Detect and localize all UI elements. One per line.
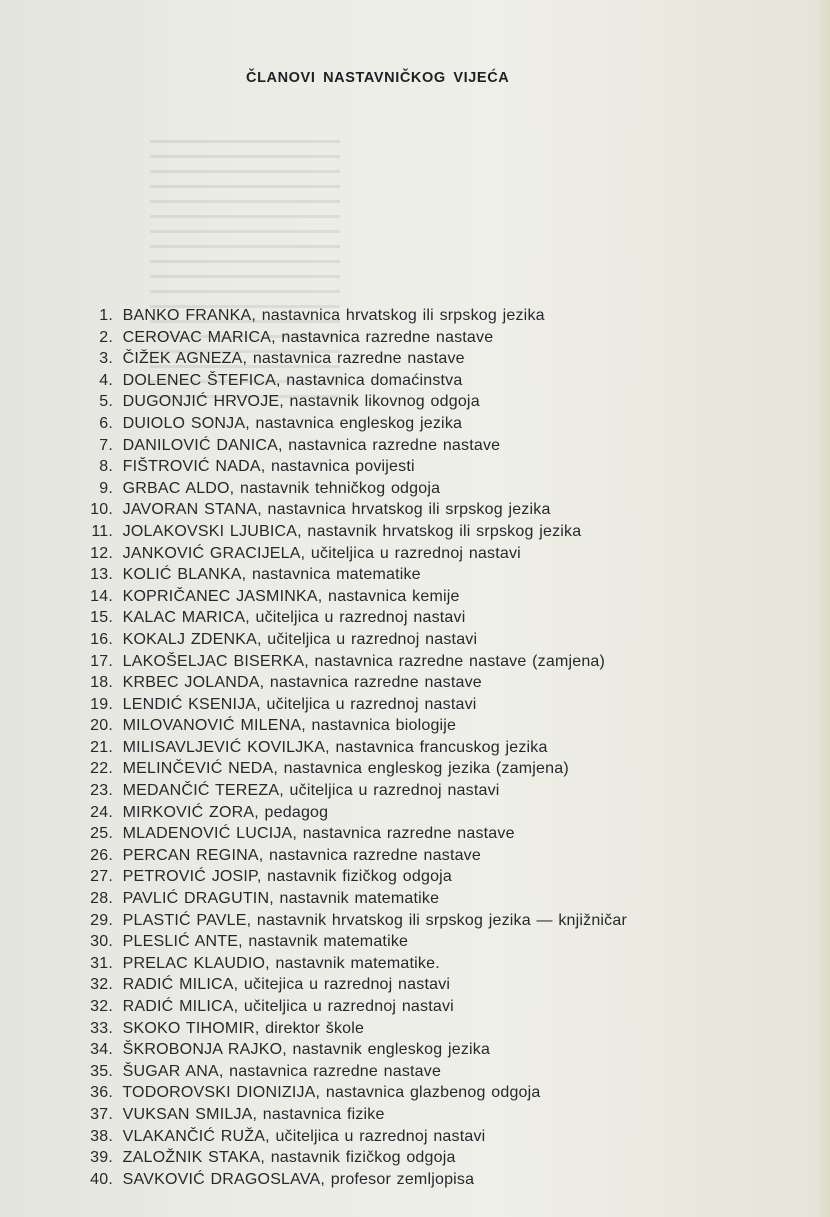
item-number: 2. xyxy=(99,328,113,346)
list-item xyxy=(86,953,627,975)
member-entry: PAVLIĆ DRAGUTIN, nastavnik matematike xyxy=(122,890,440,908)
list-item xyxy=(86,1104,627,1126)
item-number: 27. xyxy=(90,868,113,886)
item-number: 10. xyxy=(90,501,113,519)
list-item xyxy=(86,974,627,996)
list-item xyxy=(86,499,627,521)
list-item xyxy=(86,413,627,435)
item-number: 6. xyxy=(99,414,113,432)
item-number: 33. xyxy=(90,1019,113,1037)
member-entry: PLESLIĆ ANTE, nastavnik matematike xyxy=(122,933,409,951)
member-entry: ŠUGAR ANA, nastavnica razredne nastave xyxy=(122,1062,442,1080)
item-number: 20. xyxy=(90,717,113,735)
item-number: 15. xyxy=(90,609,113,627)
member-entry: JOLAKOVSKI LJUBICA, nastavnik hrvatskog ili srpskog jezika xyxy=(122,522,582,540)
list-item xyxy=(86,737,627,759)
list-item xyxy=(86,348,627,370)
list-item xyxy=(86,327,627,349)
item-number: 11. xyxy=(91,522,113,540)
item-number: 29. xyxy=(90,911,113,929)
item-number: 24. xyxy=(90,803,113,821)
list-item xyxy=(86,1126,627,1148)
member-entry: PRELAC KLAUDIO, nastavnik matematike. xyxy=(122,954,440,972)
item-number: 32. xyxy=(90,998,113,1015)
member-entry: GRBAC ALDO, nastavnik tehničkog odgoja xyxy=(122,479,441,497)
list-item xyxy=(86,651,627,673)
list-item xyxy=(86,607,627,629)
item-number: 35. xyxy=(90,1062,113,1080)
item-number: 4. xyxy=(99,371,113,389)
member-entry: ZALOŽNIK STAKA, nastavnik fizičkog odgoja xyxy=(122,1149,456,1167)
list-item xyxy=(86,370,627,392)
member-entry: DANILOVIĆ DANICA, nastavnica razredne nastave xyxy=(122,436,501,454)
member-entry: MIRKOVIĆ ZORA, pedagog xyxy=(122,803,329,821)
member-entry: PERCAN REGINA, nastavnica razredne nastave xyxy=(122,846,481,864)
list-item xyxy=(86,1147,627,1169)
list-item xyxy=(86,996,627,1018)
member-entry: MELINČEVIĆ NEDA, nastavnica engleskog jezika (zamjena) xyxy=(122,760,569,778)
item-number: 26. xyxy=(90,846,113,864)
item-number: 1. xyxy=(99,307,113,324)
member-entry: CEROVAC MARICA, nastavnica razredne nastave xyxy=(122,328,494,346)
list-item xyxy=(86,586,627,608)
list-item xyxy=(86,931,627,953)
member-entry: ČIŽEK AGNEZA, nastavnica razredne nastave xyxy=(122,350,465,368)
member-entry: DUIOLO SONJA, nastavnica engleskog jezika xyxy=(122,414,463,432)
member-entry: PETROVIĆ JOSIP, nastavnik fizičkog odgoja xyxy=(122,868,453,886)
list-item xyxy=(86,780,627,802)
list-item xyxy=(86,866,627,888)
page-edge-shadow xyxy=(816,0,830,1217)
list-item xyxy=(86,305,627,327)
list-item xyxy=(86,435,627,457)
item-number: 31. xyxy=(90,954,113,972)
item-number: 13. xyxy=(90,566,113,584)
item-number: 39. xyxy=(90,1149,113,1167)
member-entry: DUGONJIĆ HRVOJE, nastavnik likovnog odgoja xyxy=(122,393,480,411)
member-entry: BANKO FRANKA, nastavnica hrvatskog ili srpskog jezika xyxy=(122,307,545,324)
list-item xyxy=(86,888,627,910)
member-entry: LAKOŠELJAC BISERKA, nastavnica razredne nastave (zamjena) xyxy=(122,652,606,670)
list-item xyxy=(86,1061,627,1083)
list-item xyxy=(86,1082,627,1104)
item-number: 14. xyxy=(90,587,113,605)
list-item xyxy=(86,1039,627,1061)
list-item xyxy=(86,672,627,694)
list-item xyxy=(86,758,627,780)
member-entry: PLASTIĆ PAVLE, nastavnik hrvatskog ili srpskog jezika — knjižničar xyxy=(122,911,628,929)
member-entry: KRBEC JOLANDA, nastavnica razredne nastave xyxy=(122,674,482,692)
item-number: 8. xyxy=(99,458,113,476)
item-number: 12. xyxy=(90,544,113,562)
member-entry: DOLENEC ŠTEFICA, nastavnica domaćinstva xyxy=(122,371,463,389)
list-item xyxy=(86,910,627,932)
item-number: 34. xyxy=(90,1041,113,1059)
member-entry: MEDANČIĆ TEREZA, učiteljica u razrednoj nastavi xyxy=(122,782,500,800)
item-number: 30. xyxy=(90,933,113,951)
item-number: 32. xyxy=(90,976,113,994)
member-entry: JAVORAN STANA, nastavnica hrvatskog ili srpskog jezika xyxy=(122,501,551,519)
member-entry: VLAKANČIĆ RUŽA, učiteljica u razrednoj nastavi xyxy=(122,1127,486,1145)
member-entry: VUKSAN SMILJA, nastavnica fizike xyxy=(122,1105,385,1123)
member-entry: TODOROVSKI DIONIZIJA, nastavnica glazbenog odgoja xyxy=(122,1084,541,1102)
member-entry: KALAC MARICA, učiteljica u razrednoj nastavi xyxy=(122,609,466,627)
item-number: 16. xyxy=(90,630,113,648)
member-entry: KOLIĆ BLANKA, nastavnica matematike xyxy=(122,566,421,584)
page-title: ČLANOVI NASTAVNIČKOG VIJEĆA xyxy=(246,70,510,86)
member-entry: JANKOVIĆ GRACIJELA, učiteljica u razrednoj nastavi xyxy=(122,544,521,562)
member-entry: RADIĆ MILICA, učiteljica u razrednoj nastavi xyxy=(122,998,454,1015)
list-item xyxy=(86,1169,627,1191)
item-number: 36. xyxy=(90,1084,113,1102)
member-entry: SKOKO TIHOMIR, direktor škole xyxy=(122,1019,365,1037)
list-item xyxy=(86,456,627,478)
item-number: 23. xyxy=(90,782,113,800)
list-item xyxy=(86,845,627,867)
list-item xyxy=(86,521,627,543)
list-item xyxy=(86,478,627,500)
item-number: 28. xyxy=(90,890,113,908)
list-item xyxy=(86,715,627,737)
member-entry: MLADENOVIĆ LUCIJA, nastavnica razredne nastave xyxy=(122,825,515,843)
item-number: 21. xyxy=(90,738,113,756)
item-number: 5. xyxy=(99,393,113,411)
list-item xyxy=(86,391,627,413)
member-entry: MILOVANOVIĆ MILENA, nastavnica biologije xyxy=(122,717,457,735)
list-item xyxy=(86,694,627,716)
member-entry: SAVKOVIĆ DRAGOSLAVA, profesor zemljopisa xyxy=(122,1170,475,1188)
item-number: 25. xyxy=(90,825,113,843)
item-number: 37. xyxy=(90,1105,113,1123)
item-number: 3. xyxy=(99,350,113,368)
item-number: 9. xyxy=(99,479,113,497)
list-item xyxy=(86,564,627,586)
item-number: 7. xyxy=(99,436,113,454)
member-entry: MILISAVLJEVIĆ KOVILJKA, nastavnica francuskog jezika xyxy=(122,738,548,756)
member-entry: KOKALJ ZDENKA, učiteljica u razrednoj nastavi xyxy=(122,630,478,648)
item-number: 22. xyxy=(90,760,113,778)
member-entry: RADIĆ MILICA, učitejica u razrednoj nastavi xyxy=(122,976,451,994)
member-list xyxy=(86,305,627,1190)
member-entry: FIŠTROVIĆ NADA, nastavnica povijesti xyxy=(122,458,415,476)
list-item xyxy=(86,1018,627,1040)
member-entry: ŠKROBONJA RAJKO, nastavnik engleskog jezika xyxy=(122,1041,491,1059)
list-item xyxy=(86,543,627,565)
item-number: 19. xyxy=(90,695,113,713)
item-number: 38. xyxy=(90,1127,113,1145)
list-item xyxy=(86,823,627,845)
list-item xyxy=(86,802,627,824)
item-number: 18. xyxy=(90,674,113,692)
member-entry: KOPRIČANEC JASMINKA, nastavnica kemije xyxy=(122,587,460,605)
item-number: 40. xyxy=(90,1170,113,1188)
member-entry: LENDIĆ KSENIJA, učiteljica u razrednoj nastavi xyxy=(122,695,477,713)
item-number: 17. xyxy=(90,652,113,670)
list-item xyxy=(86,629,627,651)
